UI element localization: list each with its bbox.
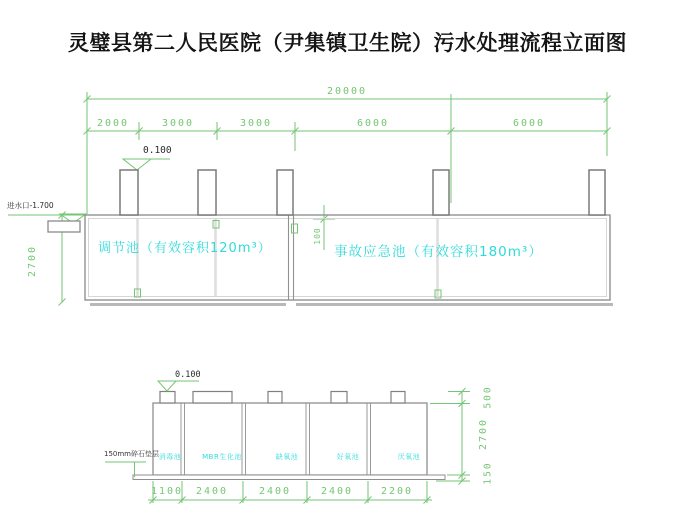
lower-level-marker-value: 0.100 bbox=[175, 370, 201, 380]
lower-width-dimension-4: 2400 bbox=[320, 486, 354, 497]
upper-segment-dimension-5: 6000 bbox=[512, 118, 546, 129]
base-cushion-note: 150mm碎石垫层 bbox=[104, 450, 159, 458]
lower-width-dimension-3: 2400 bbox=[258, 486, 292, 497]
upper-risers bbox=[120, 170, 605, 215]
compartment-label-3: 缺氧池 bbox=[275, 453, 299, 461]
upper-level-marker-triangle bbox=[123, 159, 170, 170]
compartment-label-2: MBR生化池 bbox=[202, 453, 242, 461]
lower-width-dimension-1: 1100 bbox=[150, 486, 184, 497]
upper-height-dimension: 2700 bbox=[27, 244, 38, 278]
inlet-level-label: 进水口-1.700 bbox=[7, 201, 54, 210]
compartment-label-5: 厌氧池 bbox=[397, 453, 421, 461]
compartment-label-1: 消毒池 bbox=[158, 453, 182, 461]
lower-base-slab bbox=[133, 475, 445, 480]
upper-segment-dimension-3: 3000 bbox=[239, 118, 273, 129]
lower-risers bbox=[160, 392, 405, 404]
lower-width-dimension-5: 2200 bbox=[380, 486, 414, 497]
upper-segment-dimension-2: 3000 bbox=[161, 118, 195, 129]
lower-right-dimension-150: 150 bbox=[482, 461, 494, 485]
upper-segment-dimension-4: 6000 bbox=[356, 118, 390, 129]
upper-level-marker-value: 0.100 bbox=[143, 145, 172, 156]
regulating-tank-label: 调节池（有效容积120m³） bbox=[98, 241, 272, 256]
emergency-tank-label: 事故应急池（有效容积180m³） bbox=[334, 244, 543, 260]
lower-right-dimension-2700: 2700 bbox=[478, 417, 489, 451]
lower-right-dimension-lines bbox=[430, 388, 470, 485]
lower-right-dimension-500: 500 bbox=[482, 385, 494, 409]
inlet-pipe bbox=[48, 221, 80, 232]
upper-overall-dimension: 20000 bbox=[326, 86, 368, 97]
upper-freeboard-dimension: 100 bbox=[313, 227, 322, 245]
lower-tank-outline bbox=[153, 403, 427, 475]
compartment-label-4: 好氧池 bbox=[336, 453, 360, 461]
drawing-title: 灵璧县第二人民医院（尹集镇卫生院）污水处理流程立面图 bbox=[68, 31, 627, 55]
lower-partition-walls bbox=[181, 403, 371, 475]
lower-width-dimension-2: 2400 bbox=[195, 486, 229, 497]
lower-level-marker-triangle bbox=[158, 381, 199, 391]
upper-segment-dimension-1: 2000 bbox=[96, 118, 130, 129]
